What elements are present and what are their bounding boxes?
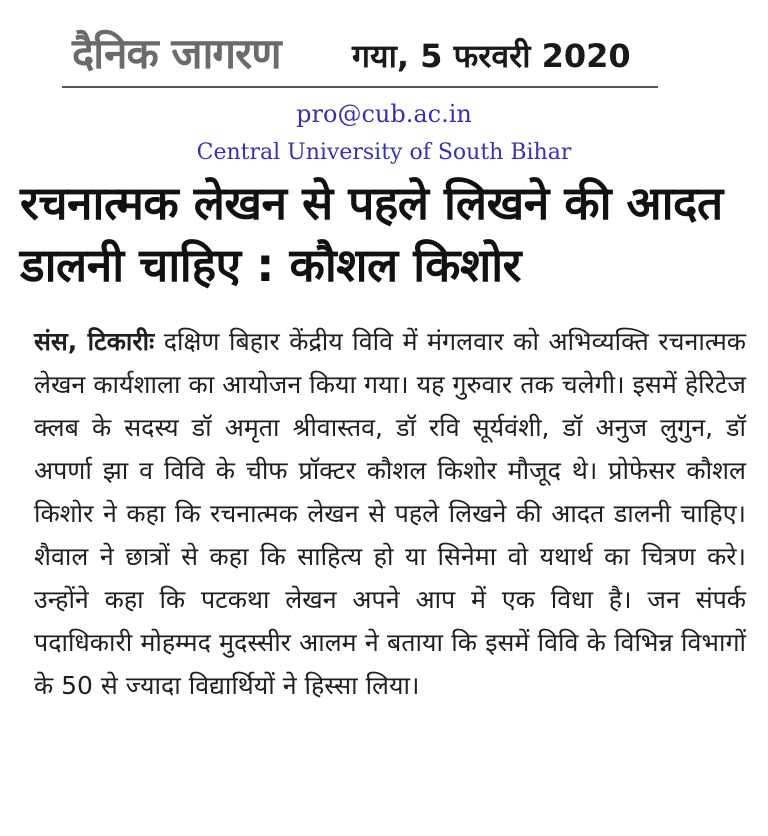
edition-date: गया, 5 फरवरी 2020 [352,37,631,75]
masthead [62,20,658,88]
newspaper-name: दैनिक जागरण [72,29,281,78]
credit-email: pro@cub.ac.in [296,100,472,128]
article-body [34,320,746,707]
article-headline: रचनात्मक लेखन से पहले लिखने की आदत डालनी चाहिए : कौशल किशोर [20,176,723,292]
article-body-text: दक्षिण बिहार केंद्रीय विवि में मंगलवार को अभिव्यक्ति रचनात्मक लेखन कार्यशाला का आयोजन किया गया। यह गुरुवार तक चलेगी। इसमें हेरिटेज क्लब के सदस्य डॉ अमृता श्रीवास्तव, डॉ रवि सूर्यवंशी, डॉ अनुज लुगुन, डॉ अपर्णा झा व विवि के चीफ प्रॉक्टर कौशल किशोर मौजूद थे। प्रोफेसर कौशल किशोर ने कहा कि रचनात्मक लेखन से पहले लिखने की आदत डालनी चाहिए। शैवाल ने छात्रों से कहा कि साहित्य हो या सिनेमा वो यथार्थ का चित्रण करे। उन्होंने कहा कि पटकथा लेखन अपने आप में एक विधा है। जन संपर्क पदाधिकारी मोहम्मद मुदस्सीर आलम ने बताया कि इसमें विवि के विभिन्न विभागों के 50 से ज्यादा विद्यार्थियों ने हिस्सा लिया। [34,327,746,700]
credit-organization: Central University of South Bihar [196,140,572,165]
article-dateline: संस, टिकारीः [34,327,155,356]
